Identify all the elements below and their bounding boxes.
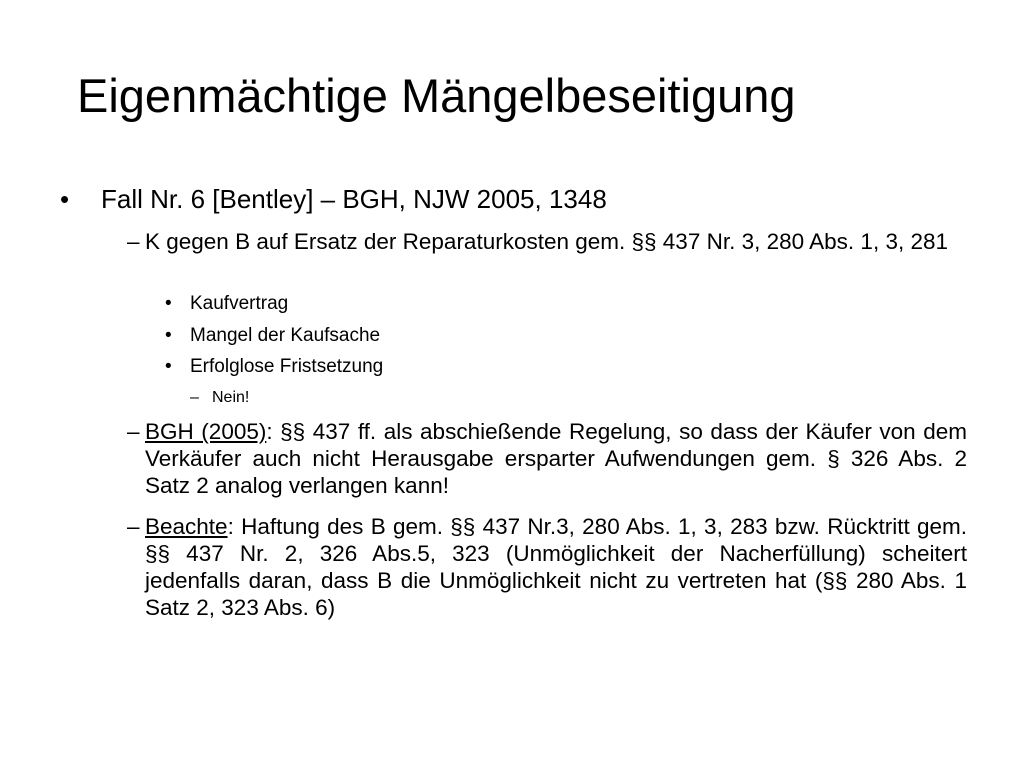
bullet-dot-icon: • <box>165 293 172 314</box>
bullet-item-claim <box>127 228 967 255</box>
bullet-item-req-3 <box>165 355 765 379</box>
bullet-item-req-3-answer <box>190 388 490 408</box>
bullet-item-req-2 <box>165 324 765 348</box>
bullet-dash-icon: – <box>190 389 199 406</box>
bullet-item-bgh <box>127 418 967 499</box>
bullet-text-note <box>145 513 967 621</box>
bullet-dot-icon: • <box>165 356 172 377</box>
bullet-dash-icon: – <box>127 229 140 254</box>
bullet-dot-icon: • <box>60 184 70 214</box>
bullet-text-bgh <box>145 418 967 499</box>
bullet-dot-icon: • <box>165 325 172 346</box>
bgh-text: : §§ 437 ff. als abschießende Regelung, so dass der Käufer von dem Verkäufer auch nicht Herausgabe ersparter Aufwendungen gem. § 326 Abs. 2 Satz 2 analog verlangen kann! <box>145 419 967 498</box>
bullet-dash-icon: – <box>127 514 140 539</box>
bullet-text-case: Fall Nr. 6 [Bentley] – BGH, NJW 2005, 1348 <box>101 184 607 214</box>
bullet-item-req-1 <box>165 292 765 316</box>
note-label: Beachte <box>145 514 228 539</box>
note-text: : Haftung des B gem. §§ 437 Nr.3, 280 Abs. 1, 3, 283 bzw. Rücktritt gem. §§ 437 Nr. 2, 326 Abs.5, 323 (Unmöglichkeit der Nacherfüllung) scheitert jedenfalls daran, dass B die Unmöglichkeit nicht zu vertreten hat (§§ 280 Abs. 1 Satz 2, 323 Abs. 6) <box>145 514 967 620</box>
bullet-text-req-2: Mangel der Kaufsache <box>190 325 381 346</box>
bgh-label: BGH (2005) <box>145 419 267 444</box>
bullet-dash-icon: – <box>127 419 140 444</box>
bullet-item-case <box>60 183 960 215</box>
bullet-text-req-3: Erfolglose Fristsetzung <box>190 356 384 377</box>
bullet-text-claim: K gegen B auf Ersatz der Reparaturkosten gem. §§ 437 Nr. 3, 280 Abs. 1, 3, 281 <box>145 229 949 254</box>
slide-title: Eigenmächtige Mängelbeseitigung <box>77 69 796 122</box>
bullet-item-note <box>127 513 967 621</box>
bullet-text-req-3-answer: Nein! <box>212 389 250 406</box>
bullet-text-req-1: Kaufvertrag <box>190 293 289 314</box>
